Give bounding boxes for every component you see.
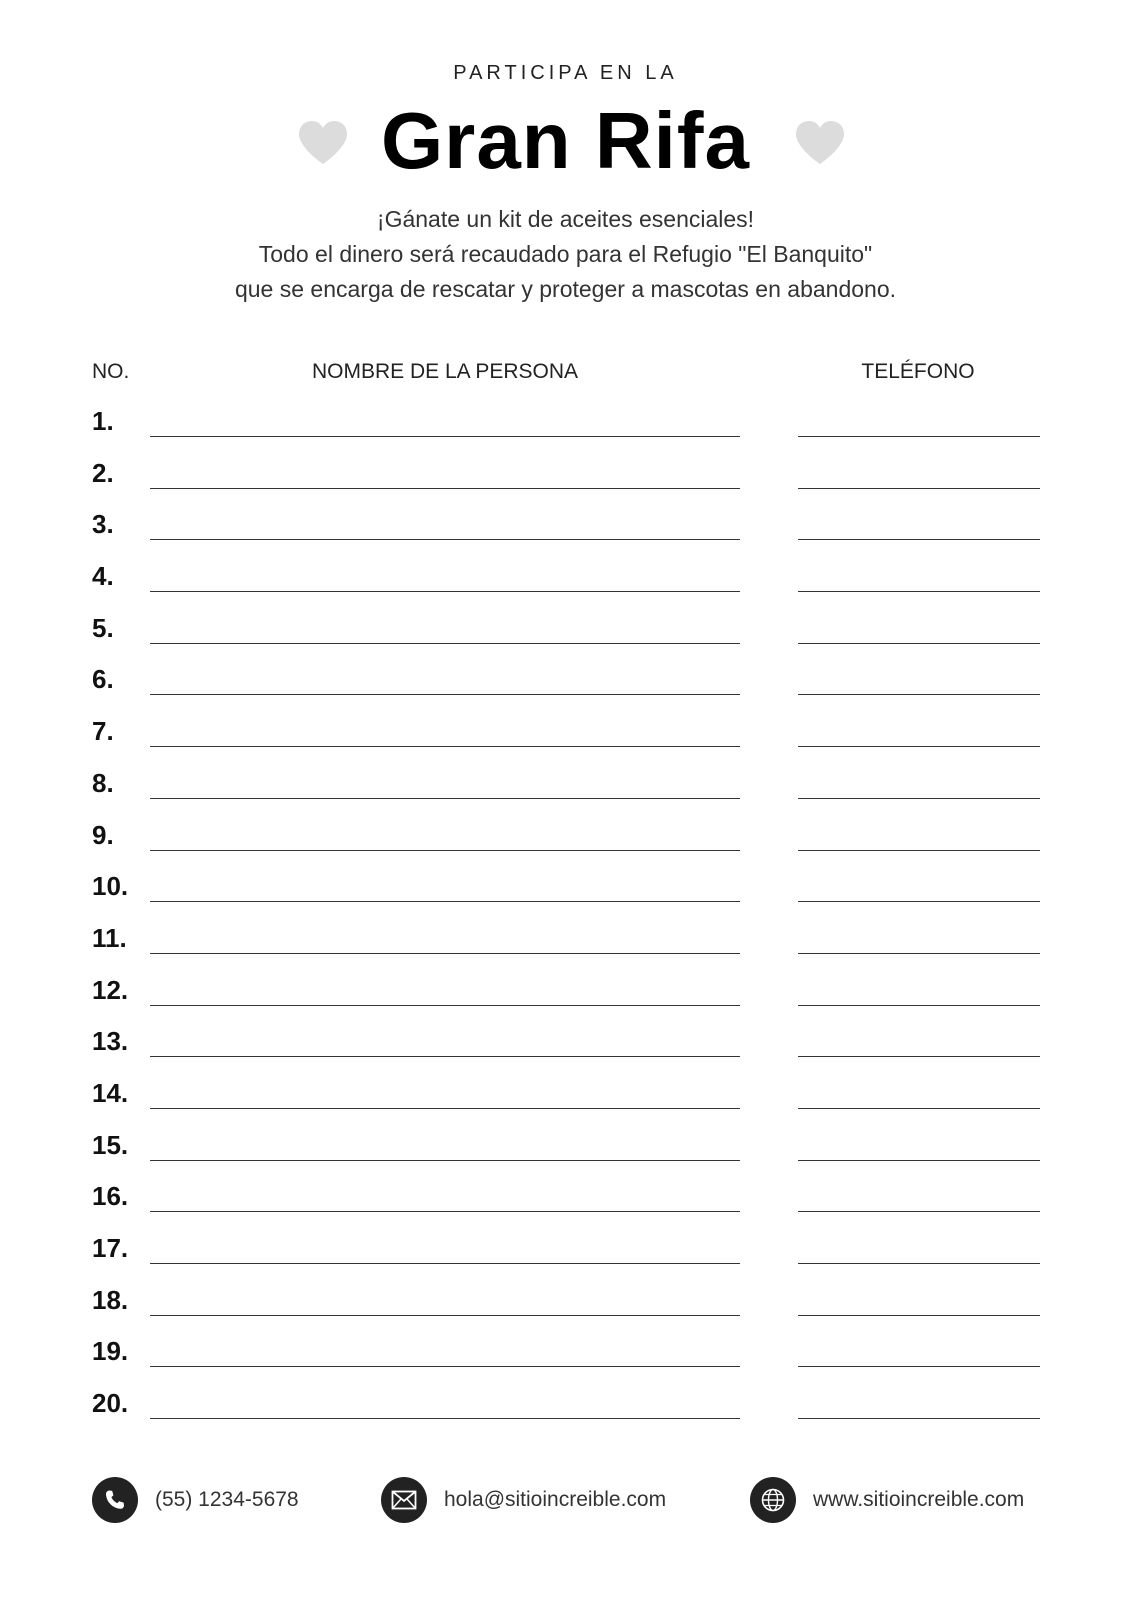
row-number: 4. (92, 561, 114, 592)
table-row (0, 1020, 1131, 1072)
name-entry-line[interactable] (150, 1418, 740, 1419)
name-entry-line[interactable] (150, 1160, 740, 1161)
row-number: 13. (92, 1026, 129, 1057)
phone-entry-line[interactable] (798, 953, 1040, 954)
globe-icon (750, 1477, 796, 1523)
table-row (0, 1124, 1131, 1176)
heart-icon (794, 120, 846, 166)
title-row (0, 96, 1131, 186)
name-entry-line[interactable] (150, 798, 740, 799)
table-row (0, 555, 1131, 607)
phone-entry-line[interactable] (798, 1315, 1040, 1316)
name-entry-line[interactable] (150, 746, 740, 747)
table-row (0, 1382, 1131, 1434)
phone-entry-line[interactable] (798, 436, 1040, 437)
row-number: 9. (92, 819, 114, 850)
phone-icon (92, 1477, 138, 1523)
website-url: www.sitioincreible.com (813, 1488, 1025, 1511)
table-row (0, 814, 1131, 866)
table-row (0, 1227, 1131, 1279)
name-entry-line[interactable] (150, 850, 740, 851)
table-row (0, 969, 1131, 1021)
row-number: 17. (92, 1233, 129, 1263)
contact-footer (0, 1477, 1131, 1523)
row-number: 12. (92, 974, 129, 1005)
phone-entry-line[interactable] (798, 1056, 1040, 1057)
name-entry-line[interactable] (150, 539, 740, 540)
table-row (0, 452, 1131, 504)
table-row (0, 1279, 1131, 1331)
table-row (0, 1072, 1131, 1124)
email-address: hola@sitioincreible.com (444, 1488, 667, 1511)
contact-email[interactable] (381, 1477, 666, 1523)
phone-entry-line[interactable] (798, 1005, 1040, 1006)
name-entry-line[interactable] (150, 488, 740, 489)
table-row (0, 658, 1131, 710)
row-number: 20. (92, 1388, 129, 1419)
phone-entry-line[interactable] (798, 1263, 1040, 1264)
name-entry-line[interactable] (150, 1211, 740, 1212)
phone-entry-line[interactable] (798, 1160, 1040, 1161)
contact-website[interactable] (750, 1477, 1024, 1523)
name-entry-line[interactable] (150, 1005, 740, 1006)
name-entry-line[interactable] (150, 1315, 740, 1316)
phone-entry-line[interactable] (798, 1211, 1040, 1212)
phone-entry-line[interactable] (798, 488, 1040, 489)
row-number: 16. (92, 1181, 129, 1212)
row-number: 3. (92, 509, 114, 540)
table-row (0, 1175, 1131, 1227)
row-number: 2. (92, 457, 114, 488)
table-row (0, 762, 1131, 814)
row-number: 15. (92, 1129, 129, 1160)
row-number: 10. (92, 871, 129, 902)
row-number: 8. (92, 767, 114, 798)
name-entry-line[interactable] (150, 1366, 740, 1367)
phone-entry-line[interactable] (798, 643, 1040, 644)
phone-entry-line[interactable] (798, 798, 1040, 799)
column-header-number: NO. (92, 360, 130, 383)
table-row (0, 607, 1131, 659)
row-number: 11. (92, 922, 127, 953)
column-header-name: NOMBRE DE LA PERSONA (311, 360, 579, 383)
intro-text (0, 202, 1131, 307)
name-entry-line[interactable] (150, 643, 740, 644)
phone-entry-line[interactable] (798, 746, 1040, 747)
table-row (0, 1330, 1131, 1382)
phone-entry-line[interactable] (798, 694, 1040, 695)
phone-entry-line[interactable] (798, 539, 1040, 540)
row-number: 18. (92, 1284, 129, 1315)
kicker-text: PARTICIPA EN LA (453, 62, 678, 84)
phone-entry-line[interactable] (798, 1108, 1040, 1109)
row-number: 6. (92, 664, 114, 695)
phone-entry-line[interactable] (798, 1366, 1040, 1367)
name-entry-line[interactable] (150, 1108, 740, 1109)
column-header-phone: TELÉFONO (861, 360, 975, 383)
name-entry-line[interactable] (150, 591, 740, 592)
name-entry-line[interactable] (150, 436, 740, 437)
phone-number: (55) 1234-5678 (155, 1488, 299, 1511)
entry-list (0, 400, 1131, 1434)
contact-phone[interactable] (92, 1477, 299, 1523)
phone-entry-line[interactable] (798, 1418, 1040, 1419)
intro-line: que se encarga de rescatar y proteger a mascotas en abandono. (234, 276, 897, 302)
name-entry-line[interactable] (150, 1263, 740, 1264)
page-title: Gran Rifa (380, 96, 751, 185)
table-row (0, 503, 1131, 555)
phone-entry-line[interactable] (798, 850, 1040, 851)
table-row (0, 400, 1131, 452)
row-number: 1. (92, 406, 114, 436)
envelope-icon (381, 1477, 427, 1523)
row-number: 5. (92, 612, 114, 643)
name-entry-line[interactable] (150, 1056, 740, 1057)
table-row (0, 710, 1131, 762)
phone-entry-line[interactable] (798, 901, 1040, 902)
name-entry-line[interactable] (150, 953, 740, 954)
name-entry-line[interactable] (150, 694, 740, 695)
row-number: 14. (92, 1077, 129, 1108)
table-row (0, 917, 1131, 969)
phone-entry-line[interactable] (798, 591, 1040, 592)
row-number: 19. (92, 1336, 129, 1367)
table-row (0, 865, 1131, 917)
name-entry-line[interactable] (150, 901, 740, 902)
row-number: 7. (92, 716, 114, 747)
intro-line: Todo el dinero será recaudado para el Refugio "El Banquito" (258, 241, 873, 267)
intro-line: ¡Gánate un kit de aceites esenciales! (376, 206, 755, 232)
